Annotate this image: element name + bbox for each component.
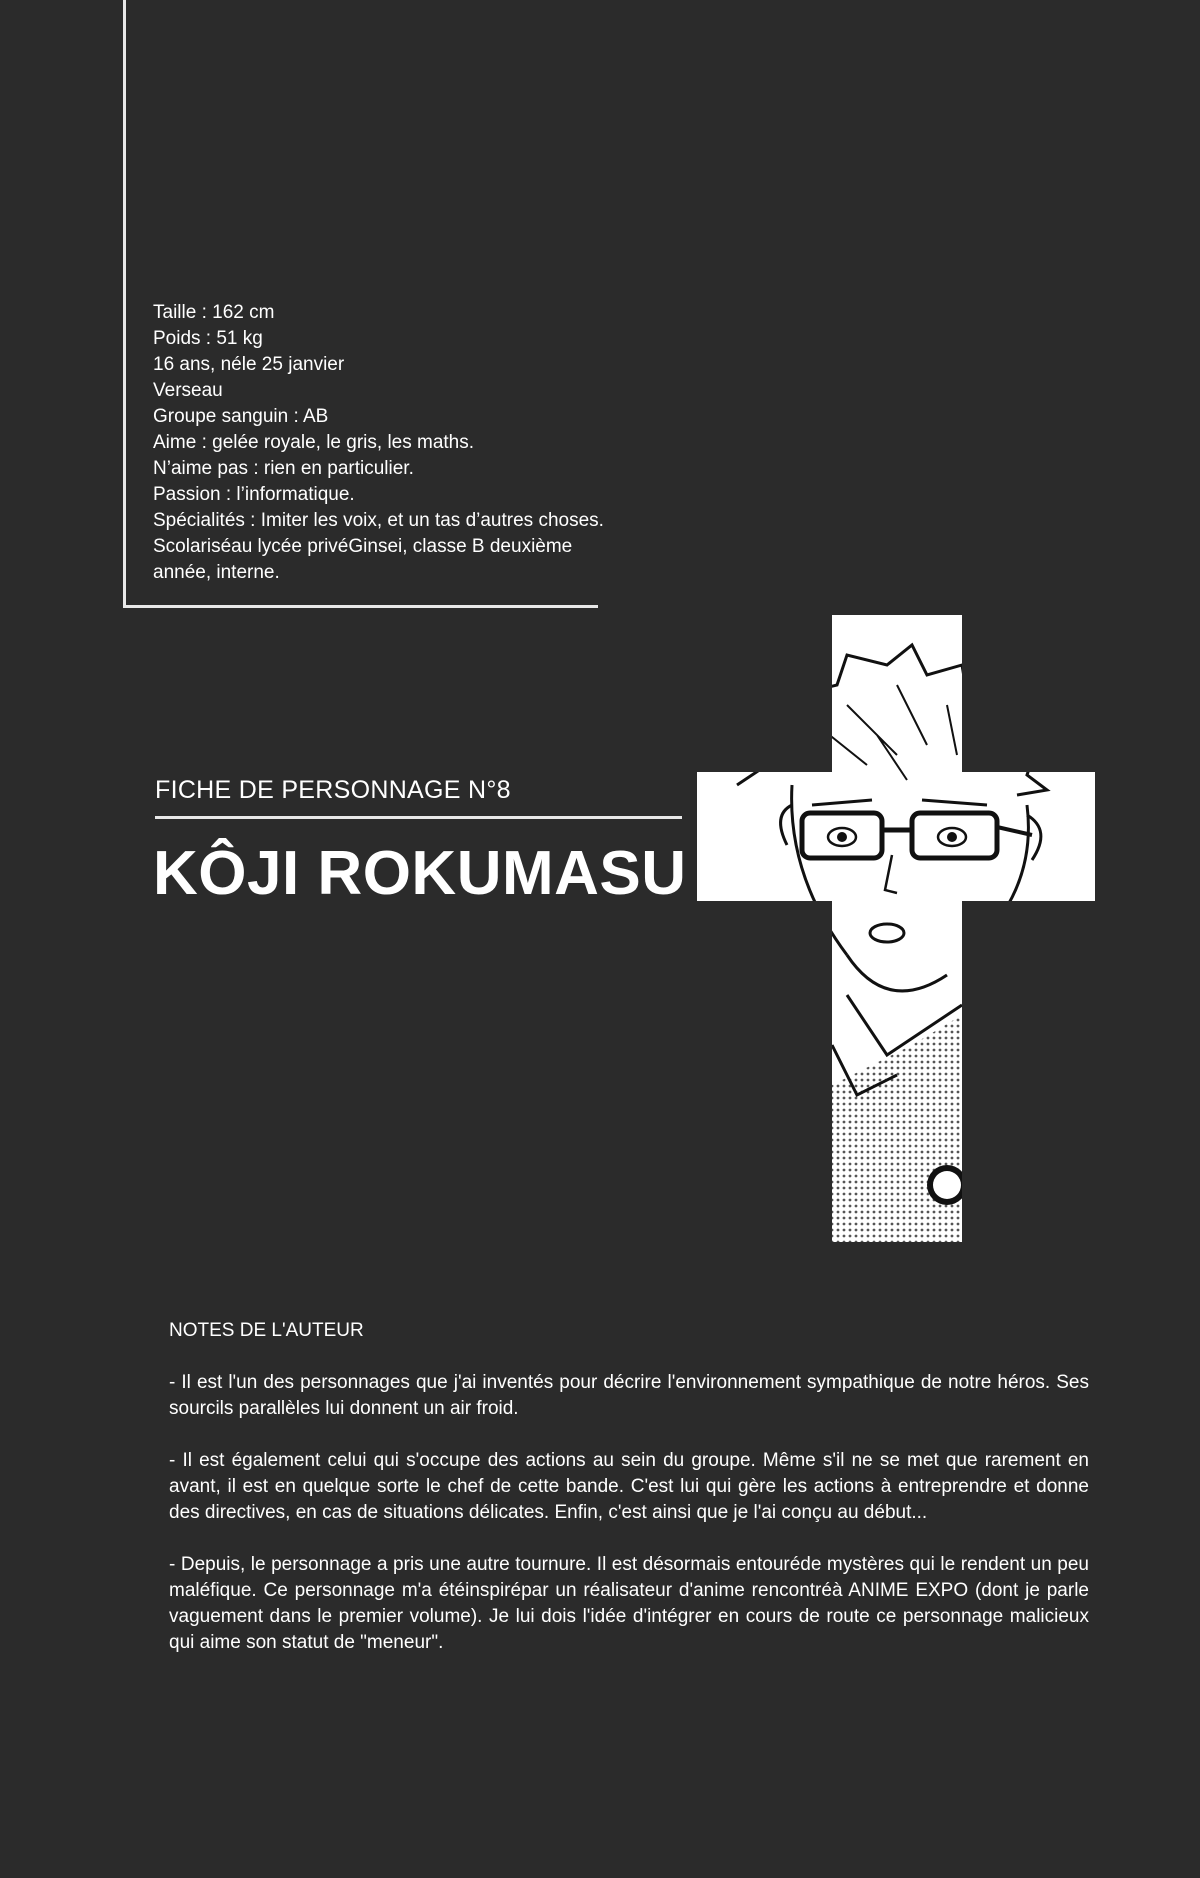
profile-blood-type: Groupe sanguin : AB <box>153 406 329 427</box>
profile-bracket-vertical <box>123 0 126 608</box>
notes-paragraph: - Il est également celui qui s'occupe des actions au sein du groupe. Même s'il ne se met que rarement en avant, il est en quelque sorte le chef de cette bande. C'est lui qui gère les actions à entreprendre et donne des directives, en cas de situations délicates. Enfin, c'est ainsi que je l'ai conçu au début... <box>169 1450 1089 1523</box>
profile-dislikes: N’aime pas : rien en particulier. <box>153 458 414 479</box>
profile-height: Taille : 162 cm <box>153 302 275 323</box>
profile-age-birthday: 16 ans, néle 25 janvier <box>153 354 345 375</box>
fiche-divider <box>155 816 682 819</box>
profile-zodiac: Verseau <box>153 380 223 401</box>
profile-school-cont: année, interne. <box>153 562 280 583</box>
profile-bracket-horizontal <box>123 605 598 608</box>
character-portrait-cross <box>697 615 1095 1242</box>
profile-passion: Passion : l’informatique. <box>153 484 355 505</box>
character-name: KÔJI ROKUMASU <box>153 839 687 908</box>
profile-specialties: Spécialités : Imiter les voix, et un tas d’autres choses. <box>153 510 604 531</box>
notes-paragraph: - Depuis, le personnage a pris une autre tournure. Il est désormais entouréde mystères qui le rendent un peu maléfique. Ce personnage m'a étéinspirépar un réalisateur d'anime rencontréà ANIME EXPO (dont je parle vaguement dans le premier volume). Je lui dois l'idée d'intégrer en cours de route ce personnage malicieux qui aime son statut de "meneur". <box>169 1554 1089 1653</box>
author-notes <box>169 1370 1089 1682</box>
profile-likes: Aime : gelée royale, le gris, les maths. <box>153 432 475 453</box>
notes-title: NOTES DE L'AUTEUR <box>169 1320 364 1341</box>
profile-school: Scolariséau lycée privéGinsei, classe B deuxième <box>153 536 573 557</box>
profile-weight: Poids : 51 kg <box>153 328 263 349</box>
notes-paragraph: - Il est l'un des personnages que j'ai inventés pour décrire l'environnement sympathique de notre héros. Ses sourcils parallèles lui donnent un air froid. <box>169 1372 1089 1419</box>
profile-details <box>153 300 673 586</box>
fiche-label: FICHE DE PERSONNAGE N°8 <box>155 776 511 804</box>
